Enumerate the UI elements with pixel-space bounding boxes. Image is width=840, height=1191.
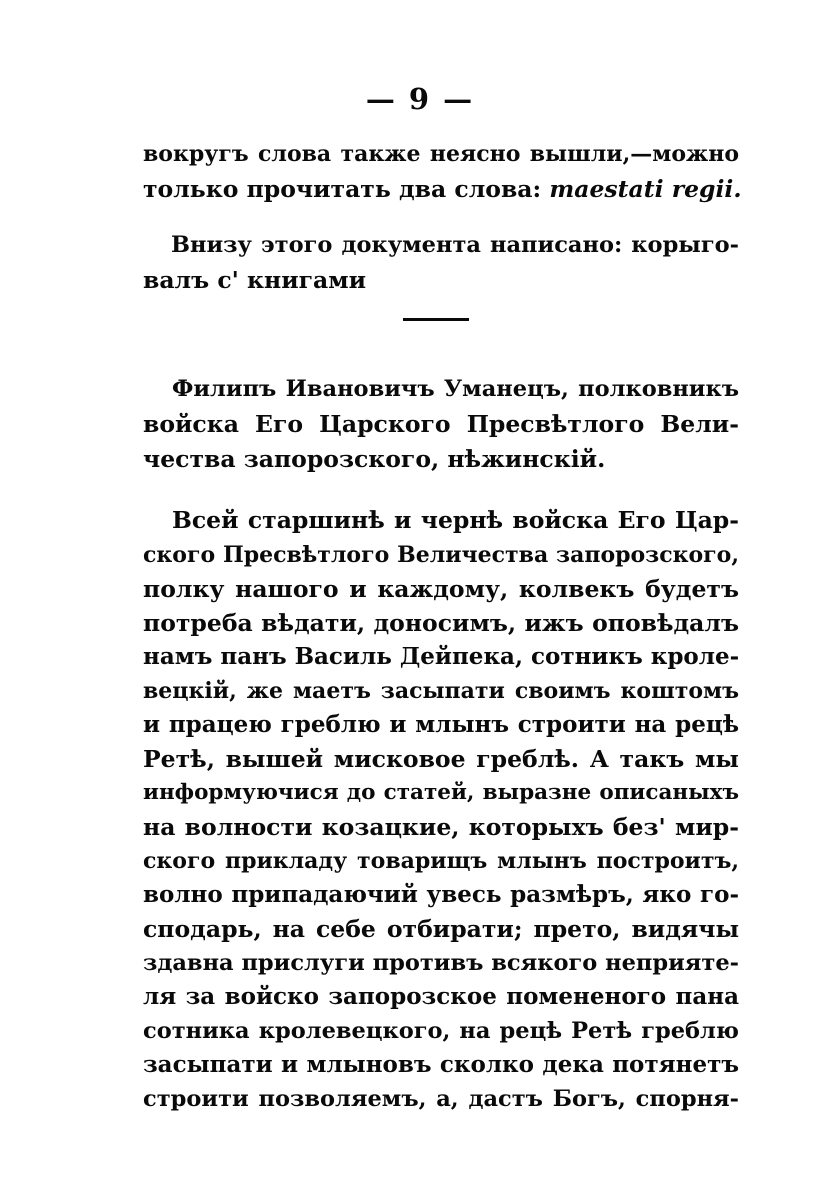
body-line: информуючися до статей, выразне описаныхъ (143, 780, 739, 805)
body-line: и працею греблю и млынъ строити на рецѣ (143, 711, 739, 738)
heading-line1: Филипъ Ивановичъ Уманецъ, полковникъ (172, 376, 739, 402)
body-line: Всей старшинѣ и чернѣ войска Его Цар- (172, 506, 739, 534)
para2-line2: валъ с' книгами (143, 266, 367, 294)
heading-line3: чества запорозского, нѣжинскій. (143, 445, 606, 473)
body-line: волно припадаючий увесь размѣръ, яко го- (143, 881, 739, 908)
body-line: ского прикладу товарищъ млынъ построитъ, (143, 848, 739, 874)
body-line: намъ панъ Василь Дейпека, сотникъ кроле- (143, 643, 740, 670)
latin-phrase: maestati regii. (549, 175, 742, 203)
section-divider (403, 318, 469, 321)
body-line: здавна прислуги противъ всякого неприяте- (143, 950, 739, 976)
body-line: вецкій, же маетъ засыпати своимъ коштомъ (143, 678, 739, 704)
para2-line1: Внизу этого документа написано: корыго- (171, 232, 739, 258)
body-line: сотника кролевецкого, на рецѣ Ретѣ греблю (143, 1018, 739, 1044)
para1-line2 (143, 172, 742, 206)
page-number: — 9 — (365, 82, 475, 116)
body-line: строити позволяемъ, а, дастъ Богъ, спорня- (143, 1086, 739, 1112)
body-line: Ретѣ, вышей мисковое греблѣ. А такъ мы (143, 745, 739, 773)
body-line: ля за войско запорозское помененого пана (143, 983, 739, 1010)
heading-line2: войска Его Царского Пресвѣтлого Вели- (143, 410, 739, 438)
para1-line1: вокругъ слова также неясно вышли,—можно (143, 141, 739, 167)
body-line: потреба вѣдати, доносимъ, ижъ оповѣдалъ (143, 609, 739, 637)
body-line: засыпати и млыновъ сколко дека потянетъ (143, 1051, 739, 1078)
body-line: ского Пресвѣтлого Величества запорозского, (143, 542, 739, 568)
para1-line2-text: только прочитать два слова: (143, 175, 550, 203)
body-line: на волности козацкие, которыхъ без' мир- (143, 813, 739, 841)
body-line: полку нашого и каждому, колвекъ будетъ (143, 575, 739, 603)
body-line: сподарь, на себе отбирати; прето, видячы (143, 915, 739, 943)
